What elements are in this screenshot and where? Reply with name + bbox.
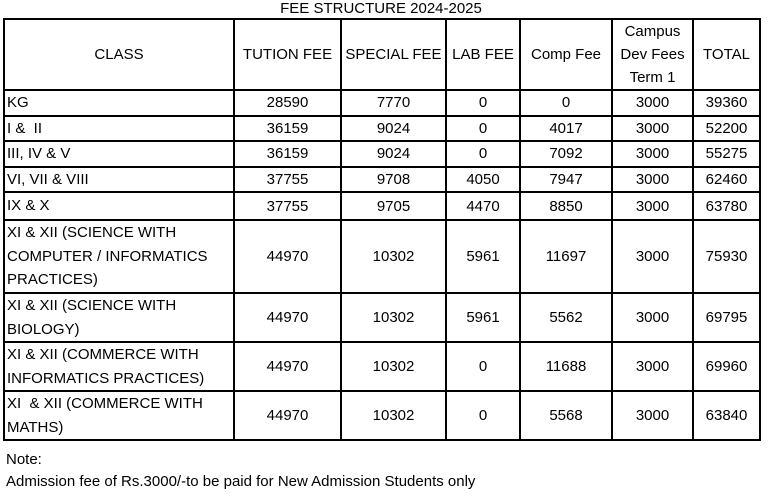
table-row [4,192,760,220]
cell-lab-fee: 0 [446,90,520,116]
fee-structure-table [3,18,761,441]
cell-lab-fee: 5961 [446,220,520,293]
cell-campus-dev: 3000 [612,116,693,142]
cell-tution-fee: 28590 [234,90,341,116]
cell-campus-dev: 3000 [612,192,693,220]
cell-total: 63840 [693,391,760,440]
cell-special-fee: 7770 [341,90,446,116]
table-header-row [4,19,760,90]
cell-special-fee: 10302 [341,220,446,293]
cell-comp-fee: 4017 [520,116,612,142]
cell-lab-fee: 5961 [446,293,520,342]
cell-lab-fee: 0 [446,116,520,142]
cell-special-fee: 9024 [341,141,446,167]
cell-class: XI & XII (COMMERCE WITH INFORMATICS PRACTICES) [4,342,234,391]
cell-tution-fee: 44970 [234,342,341,391]
cell-class: III, IV & V [4,141,234,167]
cell-lab-fee: 0 [446,342,520,391]
note-label: Note: [6,451,42,468]
cell-campus-dev: 3000 [612,220,693,293]
header-campus-dev-line1: Campus [624,23,681,40]
cell-tution-fee: 44970 [234,220,341,293]
header-class: CLASS [4,19,234,90]
table-row [4,116,760,142]
cell-total: 52200 [693,116,760,142]
cell-total: 62460 [693,167,760,193]
cell-special-fee: 10302 [341,293,446,342]
cell-class: XI & XII (SCIENCE WITH COMPUTER / INFORMATICS PRACTICES) [4,220,234,293]
cell-comp-fee: 7947 [520,167,612,193]
table-row [4,141,760,167]
cell-class: I & II [4,116,234,142]
cell-lab-fee: 4470 [446,192,520,220]
cell-comp-fee: 11697 [520,220,612,293]
note-text: Admission fee of Rs.3000/-to be paid for New Admission Students only [6,473,476,490]
cell-class: XI & XII (COMMERCE WITH MATHS) [4,391,234,440]
cell-tution-fee: 44970 [234,391,341,440]
header-comp-fee: Comp Fee [520,19,612,90]
cell-campus-dev: 3000 [612,293,693,342]
cell-campus-dev: 3000 [612,342,693,391]
cell-special-fee: 10302 [341,342,446,391]
cell-comp-fee: 11688 [520,342,612,391]
cell-total: 55275 [693,141,760,167]
cell-comp-fee: 5562 [520,293,612,342]
cell-comp-fee: 7092 [520,141,612,167]
cell-tution-fee: 44970 [234,293,341,342]
cell-comp-fee: 0 [520,90,612,116]
cell-lab-fee: 0 [446,391,520,440]
header-tution-fee: TUTION FEE [234,19,341,90]
cell-lab-fee: 0 [446,141,520,167]
cell-class: VI, VII & VIII [4,167,234,193]
document-title: FEE STRUCTURE 2024-2025 [280,0,482,17]
cell-total: 69960 [693,342,760,391]
header-lab-fee: LAB FEE [446,19,520,90]
header-campus-dev-line3: Term 1 [629,69,676,86]
table-row [4,90,760,116]
table-row [4,293,760,342]
cell-comp-fee: 5568 [520,391,612,440]
cell-total: 69795 [693,293,760,342]
cell-class: XI & XII (SCIENCE WITH BIOLOGY) [4,293,234,342]
header-campus-dev-fees [612,19,693,90]
cell-special-fee: 9705 [341,192,446,220]
note-section [6,449,475,493]
cell-lab-fee: 4050 [446,167,520,193]
cell-total: 75930 [693,220,760,293]
table-row [4,220,760,293]
table-row [4,342,760,391]
cell-campus-dev: 3000 [612,90,693,116]
cell-campus-dev: 3000 [612,141,693,167]
header-campus-dev-line2: Dev Fees [620,46,685,63]
table-row [4,391,760,440]
cell-comp-fee: 8850 [520,192,612,220]
cell-tution-fee: 36159 [234,116,341,142]
cell-total: 63780 [693,192,760,220]
cell-campus-dev: 3000 [612,391,693,440]
cell-tution-fee: 36159 [234,141,341,167]
table-row [4,167,760,193]
cell-special-fee: 10302 [341,391,446,440]
cell-class: KG [4,90,234,116]
cell-tution-fee: 37755 [234,167,341,193]
cell-class: IX & X [4,192,234,220]
cell-special-fee: 9024 [341,116,446,142]
cell-campus-dev: 3000 [612,167,693,193]
header-total: TOTAL [693,19,760,90]
cell-tution-fee: 37755 [234,192,341,220]
cell-total: 39360 [693,90,760,116]
header-special-fee: SPECIAL FEE [341,19,446,90]
cell-special-fee: 9708 [341,167,446,193]
